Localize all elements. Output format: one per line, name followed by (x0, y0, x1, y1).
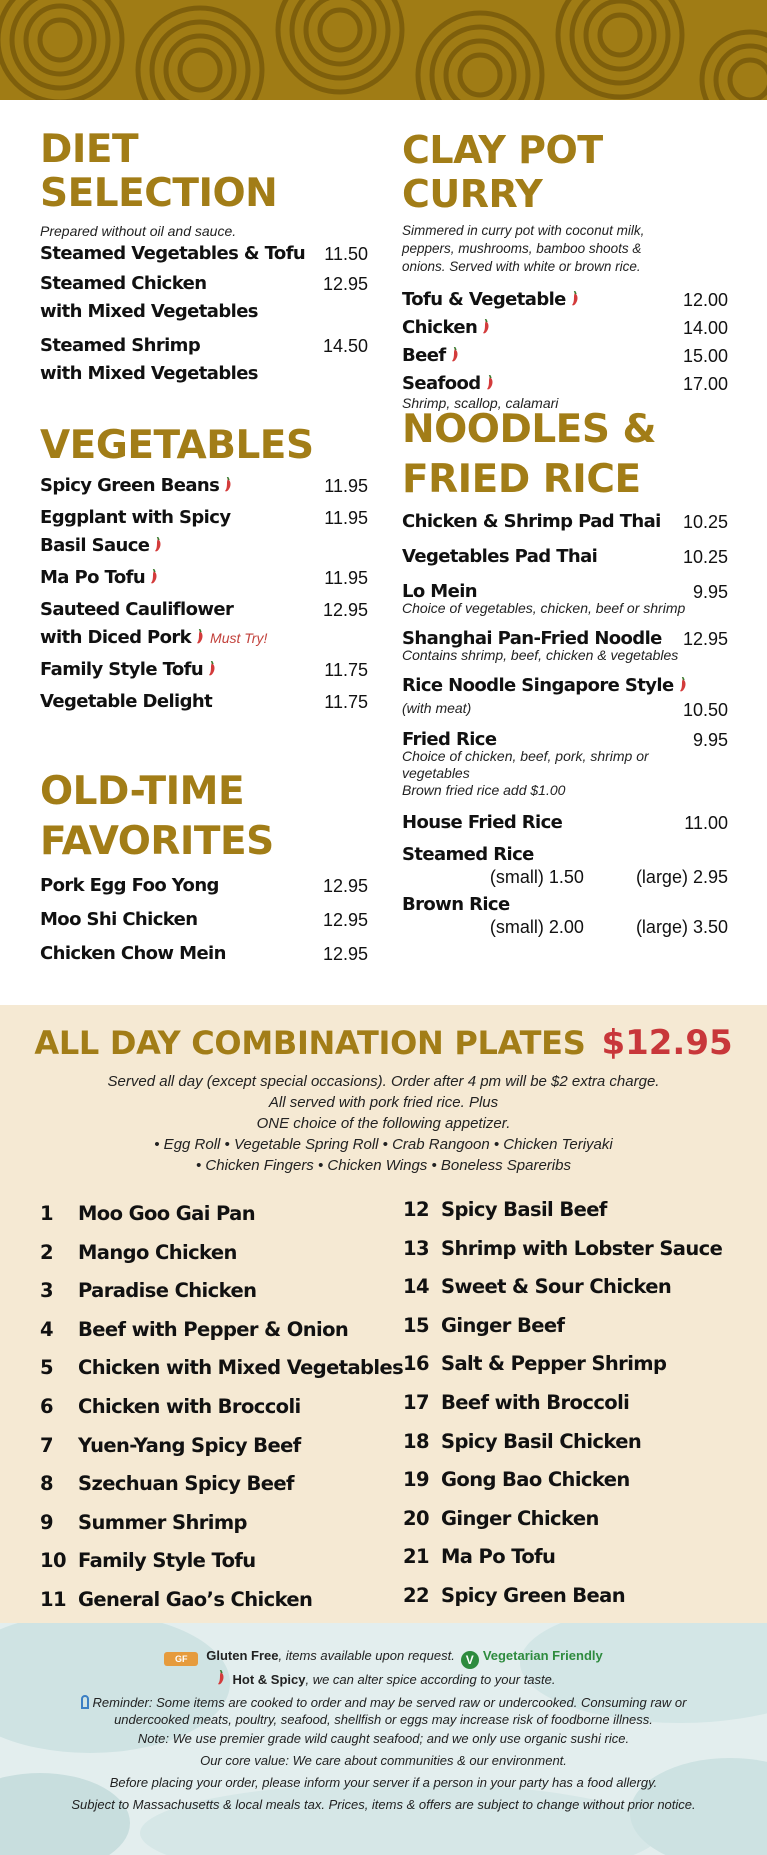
section-title: VEGETABLES (40, 423, 314, 468)
menu-item: Brown Rice (402, 894, 510, 915)
combo-list-left (40, 1195, 403, 1620)
combo-name: Gong Bao Chicken (441, 1468, 630, 1492)
menu-item: Eggplant with Spicy Basil Sauce 11.95 (40, 507, 368, 556)
menu-item: Vegetables Pad Thai 10.25 (402, 546, 728, 567)
swirl-pattern (0, 0, 767, 100)
combo-number: 7 (40, 1433, 53, 1457)
combo-item (403, 1423, 722, 1462)
section-title: FAVORITES (40, 819, 274, 864)
combo-header (0, 1023, 767, 1063)
rice-sizes: (small) 2.00 (large) 3.50 (489, 917, 728, 937)
section-subtitle: Simmered in curry pot with coconut milk, peppers, mushrooms, bamboo shoots & onions. Served with white or brown rice. (402, 223, 645, 274)
combo-name: Spicy Basil Beef (441, 1198, 607, 1221)
combo-item (40, 1195, 403, 1234)
combo-name: Family Style Tofu (78, 1549, 256, 1573)
combo-number: 1 (40, 1202, 53, 1225)
combo-number: 2 (40, 1240, 53, 1264)
combo-name: Beef with Broccoli (441, 1390, 630, 1414)
combo-item (40, 1272, 403, 1311)
legend-line: GF Gluten Free, items available upon request. V Vegetarian Friendly (20, 1645, 747, 1669)
combo-item (40, 1234, 403, 1273)
combo-item (40, 1465, 403, 1504)
combo-name: Sweet & Sour Chicken (441, 1275, 672, 1299)
combo-item (403, 1191, 722, 1230)
combo-number: 19 (403, 1468, 429, 1492)
item-note: Choice of chicken, beef, pork, shrimp or vegetables Brown fried rice add $1.00 (402, 748, 649, 798)
menu-item: Sauteed Cauliflower with Diced Pork Must Try! 12.95 (40, 599, 368, 648)
menu-item: Moo Shi Chicken 12.95 (40, 909, 368, 930)
combo-name: Beef with Pepper & Onion (78, 1317, 349, 1341)
combo-number: 9 (40, 1510, 53, 1534)
combo-number: 5 (40, 1356, 53, 1380)
combo-item (40, 1311, 403, 1350)
combo-name: Szechuan Spicy Beef (78, 1472, 294, 1496)
combo-item (403, 1538, 722, 1577)
combo-item (403, 1268, 722, 1307)
combo-number: 22 (403, 1583, 429, 1607)
menu-item: Seafood 17.00 (402, 373, 728, 394)
combo-item (40, 1504, 403, 1543)
combo-item (40, 1349, 403, 1388)
combo-number: 12 (403, 1198, 429, 1221)
menu-item: Ma Po Tofu 11.95 (40, 567, 368, 588)
hot-pepper-icon (154, 537, 162, 552)
legend-line: Hot & Spicy, we can alter spice according to your taste. (20, 1669, 747, 1691)
noodles-section (402, 408, 728, 939)
combo-number: 17 (403, 1390, 429, 1414)
combo-name: Paradise Chicken (78, 1279, 257, 1303)
combo-item (403, 1307, 722, 1346)
combo-number: 4 (40, 1317, 53, 1341)
hot-pepper-icon (451, 347, 459, 362)
menu-item: Family Style Tofu 11.75 (40, 659, 368, 680)
section-title: ALL DAY COMBINATION PLATES (34, 1024, 586, 1062)
combo-number: 20 (403, 1506, 429, 1530)
combo-name: Spicy Green Bean (441, 1583, 626, 1607)
combo-number: 15 (403, 1313, 429, 1337)
menu-item: Chicken & Shrimp Pad Thai 10.25 (402, 511, 728, 532)
combo-number: 18 (403, 1429, 429, 1453)
footer-note: Note: We use premier grade wild caught seafood; and we only use organic sushi rice. (137, 1731, 630, 1746)
hot-pepper-icon (150, 569, 158, 584)
combo-number: 10 (40, 1549, 66, 1573)
section-title: DIET (40, 127, 139, 172)
menu-item-detail: (with meat) 10.50 (402, 700, 728, 720)
old-time-section (40, 770, 368, 968)
combo-number: 21 (403, 1545, 429, 1569)
top-banner (0, 0, 767, 100)
curry-section (402, 128, 728, 412)
combo-number: 8 (40, 1472, 53, 1496)
combo-name: Chicken with Mixed Vegetables (78, 1356, 404, 1380)
vegetarian-icon: V (461, 1651, 479, 1669)
combo-name: Chicken with Broccoli (78, 1394, 301, 1418)
combo-item (403, 1500, 722, 1539)
combo-number: 6 (40, 1394, 53, 1418)
hot-pepper-icon (571, 291, 579, 306)
menu-item: Steamed Vegetables & Tofu 11.50 (40, 243, 368, 264)
menu-item: Steamed Rice (402, 844, 534, 865)
combination-plates-section (0, 1005, 767, 1623)
section-title: FRIED RICE (402, 457, 641, 502)
hot-pepper-icon (208, 661, 216, 676)
hot-pepper-icon (679, 677, 687, 692)
combo-item (403, 1577, 722, 1616)
combo-item (40, 1581, 403, 1620)
combo-name: Summer Shrimp (78, 1510, 247, 1534)
menu-item: Lo Mein 9.95 (402, 581, 728, 602)
combo-name: Ginger Beef (441, 1313, 565, 1337)
reminder: Reminder: Some items are cooked to order and may be served raw or undercooked. Consuming raw or undercooked meats, poultry, seafood, shellfish or eggs may increase risk of foodborne illness. (20, 1694, 747, 1728)
section-title: OLD-TIME (40, 769, 245, 814)
combo-price: $12.95 (601, 1023, 733, 1063)
menu-item: Chicken Chow Mein 12.95 (40, 943, 368, 964)
footer-note: Before placing your order, please inform your server if a person in your party has a food allergy. (109, 1775, 658, 1790)
combo-number: 3 (40, 1279, 53, 1303)
rice-sizes: (small) 1.50 (large) 2.95 (489, 867, 728, 887)
gluten-free-icon: GF (164, 1652, 198, 1666)
item-note: Shrimp, scallop, calamari (402, 395, 559, 411)
hot-pepper-icon (482, 319, 490, 334)
section-title: CLAY POT CURRY (402, 128, 603, 216)
combo-description: Served all day (except special occasions). Order after 4 pm will be $2 extra charge. All served with pork fried rice. Plus ONE choice of the following appetizer. • Egg Roll • Vegetable Spring Roll • Crab Rangoon • Chicken Teriyaki • Chicken Fingers • Chicken Wings • Boneless Spareribs (107, 1073, 660, 1174)
menu-item: Vegetable Delight 11.75 (40, 691, 368, 712)
menu-item: Pork Egg Foo Yong 12.95 (40, 875, 368, 896)
section-subtitle: Prepared without oil and sauce. (40, 223, 237, 239)
combo-item (403, 1461, 722, 1500)
menu-item: Chicken 14.00 (402, 317, 728, 338)
item-note: Contains shrimp, beef, chicken & vegetables (402, 647, 679, 663)
combo-name: Yuen-Yang Spicy Beef (78, 1433, 301, 1457)
hot-pepper-icon (196, 629, 204, 644)
menu-main (0, 100, 767, 1005)
footer-notes (20, 1645, 747, 1816)
combo-name: Mango Chicken (78, 1240, 237, 1264)
ribbon-icon (81, 1695, 89, 1709)
combo-item (403, 1345, 722, 1384)
combo-name: General Gao’s Chicken (78, 1587, 313, 1611)
combo-name: Shrimp with Lobster Sauce (441, 1236, 723, 1260)
hot-pepper-icon (224, 477, 232, 492)
combo-number: 13 (403, 1236, 429, 1260)
item-note: Choice of vegetables, chicken, beef or shrimp (402, 600, 686, 616)
menu-item: Beef 15.00 (402, 345, 728, 366)
menu-item: House Fried Rice 11.00 (402, 812, 728, 833)
hot-pepper-icon (486, 375, 494, 390)
must-try-tag: Must Try! (210, 630, 268, 646)
combo-number: 11 (40, 1587, 66, 1611)
hot-pepper-icon (217, 1670, 225, 1685)
menu-item: Spicy Green Beans 11.95 (40, 475, 368, 496)
combo-name: Spicy Basil Chicken (441, 1429, 642, 1453)
combo-number: 14 (403, 1275, 429, 1299)
combo-name: Ma Po Tofu (441, 1545, 556, 1569)
combo-item (403, 1384, 722, 1423)
combo-item (40, 1542, 403, 1581)
combo-name: Ginger Chicken (441, 1506, 599, 1530)
combo-number: 16 (403, 1352, 429, 1376)
footer-note: Our core value: We care about communities & our environment. (200, 1753, 567, 1768)
combo-list-right (403, 1191, 722, 1616)
menu-item: Steamed Shrimp with Mixed Vegetables 14.50 (40, 335, 368, 384)
vegetables-section (40, 424, 368, 716)
combo-item (40, 1388, 403, 1427)
footer (0, 1623, 767, 1855)
section-title: SELECTION (40, 171, 278, 216)
menu-item: Tofu & Vegetable 12.00 (402, 289, 728, 310)
combo-name: Moo Goo Gai Pan (78, 1202, 256, 1225)
combo-name: Salt & Pepper Shrimp (441, 1352, 667, 1376)
footer-note: Subject to Massachusetts & local meals tax. Prices, items & offers are subject to change without prior notice. (71, 1797, 696, 1812)
combo-item (40, 1427, 403, 1466)
menu-item: Fried Rice 9.95 (402, 729, 728, 750)
section-title: NOODLES & (402, 407, 656, 452)
menu-item: Shanghai Pan-Fried Noodle 12.95 (402, 628, 728, 649)
menu-item: Rice Noodle Singapore Style (402, 672, 728, 700)
combo-item (403, 1230, 722, 1269)
diet-section (40, 128, 368, 388)
menu-item: Steamed Chicken with Mixed Vegetables 12.95 (40, 273, 368, 322)
